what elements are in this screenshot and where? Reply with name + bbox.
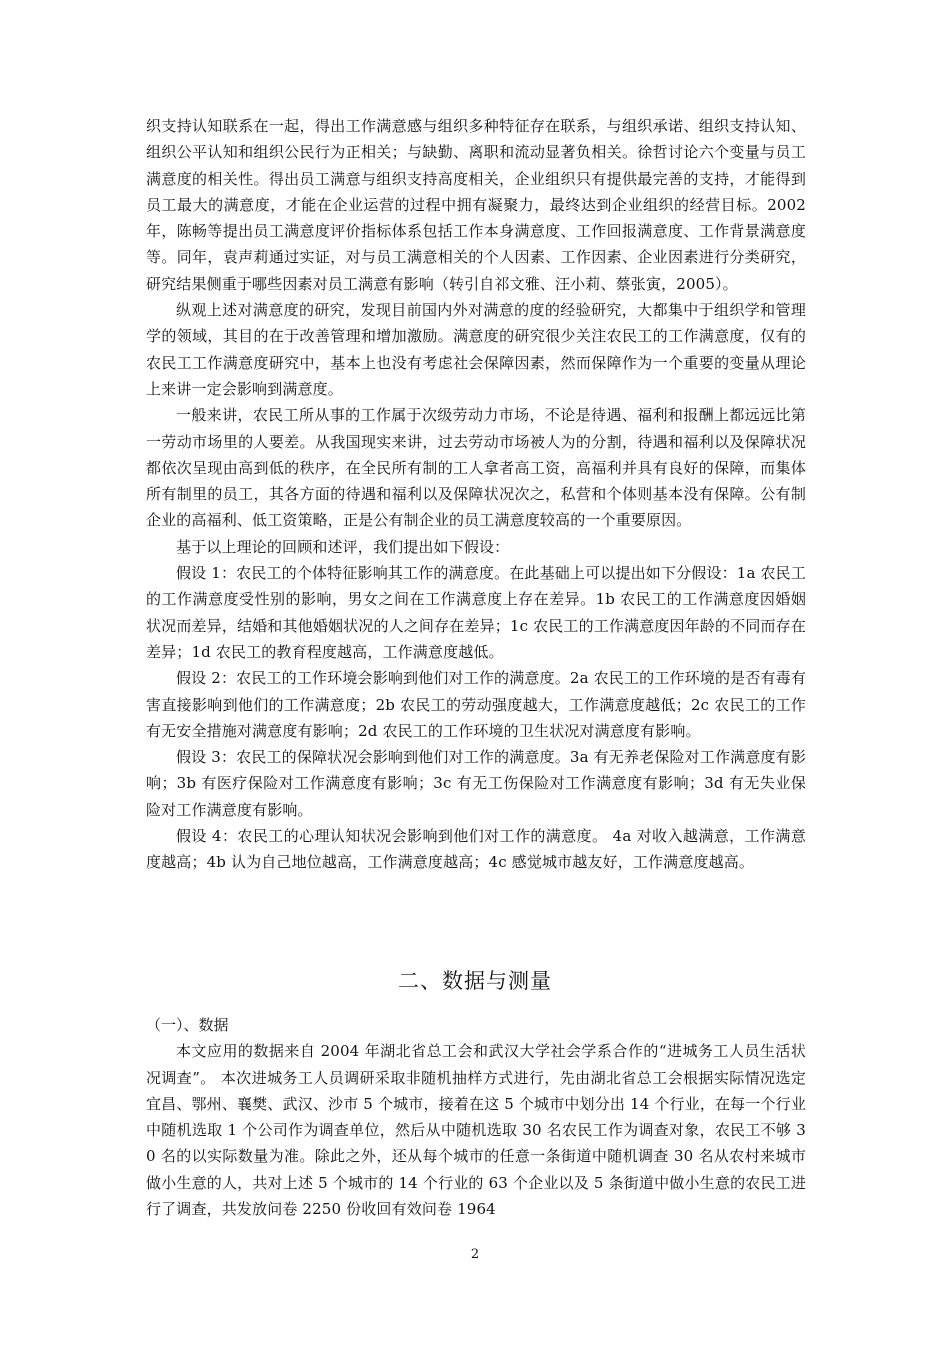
page-number: 2 — [470, 1247, 480, 1262]
paragraph-literature-continued: 织支持认知联系在一起，得出工作满意感与组织多种特征存在联系，与组织承诺、组织支持认知、组织公平认知和组织公民行为正相关；与缺勤、离职和流动显著负相关。徐哲讨论六个变量与员工满意度的相关性。得出员工满意与组织支持高度相关，企业组织只有提供最完善的支持，才能得到员工最大的满意度，才能在企业运营的过程中拥有凝聚力，最终达到企业组织的经营目标。2002 年，陈畅等提出员工满意度评价指标体系包括工作本身满意度、工作回报满意度、工作背景满意度等。同年，袁声莉通过实证，对与员工满意相关的个人因素、工作因素、企业因素进行分类研究，研究结果侧重于哪些因素对员工满意有影响（转引自祁文雅、汪小莉、蔡张寅，2005）。 — [146, 117, 806, 293]
paragraph-review-summary: 纵观上述对满意度的研究，发现目前国内外对满意的度的经验研究，大都集中于组织学和管理学的领域，其目的在于改善管理和增加激励。满意度的研究很少关注农民工的工作满意度，仅有的农民工工作满意度研究中，基本上也没有考虑社会保障因素，然而保障作为一个重要的变量从理论上来讲一定会影响到满意度。 — [146, 301, 806, 398]
section-title: 二、数据与测量 — [398, 969, 552, 993]
paragraph-hypothesis-1: 假设 1：农民工的个体特征影响其工作的满意度。在此基础上可以提出如下分假设：1a 农民工的工作满意度受性别的影响，男女之间在工作满意度上存在差异。1b 农民工的工作满意度因婚姻状况而差异，结婚和其他婚姻状况的人之间存在差异；1c 农民工的工作满意度因年龄的不同而存在差异；1d 农民工的教育程度越高，工作满意度越低。 — [146, 564, 806, 661]
paragraph-hypothesis-3: 假设 3：农民工的保障状况会影响到他们对工作的满意度。3a 有无养老保险对工作满意度有影响；3b 有医疗保险对工作满意度有影响；3c 有无工伤保险对工作满意度有影响；3d 有无失业保险对工作满意度有影响。 — [146, 748, 806, 819]
paragraph-hypothesis-4: 假设 4：农民工的心理认知状况会影响到他们对工作的满意度。 4a 对收入越满意，工作满意度越高；4b 认为自己地位越高，工作满意度越高；4c 感觉城市越友好，工作满意度越高。 — [146, 827, 806, 872]
page-body — [146, 113, 806, 876]
section-body — [146, 1012, 806, 1222]
paragraph-data-source: 本文应用的数据来自 2004 年湖北省总工会和武汉大学社会学系合作的“进城务工人员生活状况调查”。 本次进城务工人员调研采取非随机抽样方式进行，先由湖北省总工会根据实际情况选定宜昌、鄂州、襄樊、武汉、沙市 5 个城市，接着在这 5 个城市中划分出 14 个行业，在每一个行业中随机选取 1 个公司作为调查单位，然后从中随机选取 30 名农民工作为调查对象，农民工不够 30 名的以实际数量为准。除此之外，还从每个城市的任意一条街道中随机调查 30 名从农村来城市做小生意的人，共对上述 5 个城市的 14 个行业的 63 个企业以及 5 条街道中做小生意的农民工进行了调查，共发放问卷 2250 份收回有效问卷 1964 — [146, 1042, 806, 1219]
paragraph-hypothesis-2: 假设 2：农民工的工作环境会影响到他们对工作的满意度。2a 农民工的工作环境的是否有毒有害直接影响到他们的工作满意度；2b 农民工的劳动强度越大，工作满意度越低；2c 农民工的工作有无安全措施对满意度有影响；2d 农民工的工作环境的卫生状况对满意度有影响。 — [146, 669, 806, 740]
paragraph-hypotheses-intro: 基于以上理论的回顾和述评，我们提出如下假设： — [176, 537, 510, 556]
subsection-heading: （一）、数据 — [146, 1016, 229, 1034]
paragraph-labor-market: 一般来讲，农民工所从事的工作属于次级劳动力市场，不论是待遇、福利和报酬上都远远比第一劳动市场里的人要差。从我国现实来讲，过去劳动市场被人为的分割，待遇和福利以及保障状况都依次呈现由高到低的秩序，在全民所有制的工人拿者高工资，高福利并具有良好的保障，而集体所有制里的员工，其各方面的待遇和福利以及保障状况次之，私营和个体则基本没有保障。公有制企业的高福利、低工资策略，正是公有制企业的员工满意度较高的一个重要原因。 — [146, 406, 806, 530]
